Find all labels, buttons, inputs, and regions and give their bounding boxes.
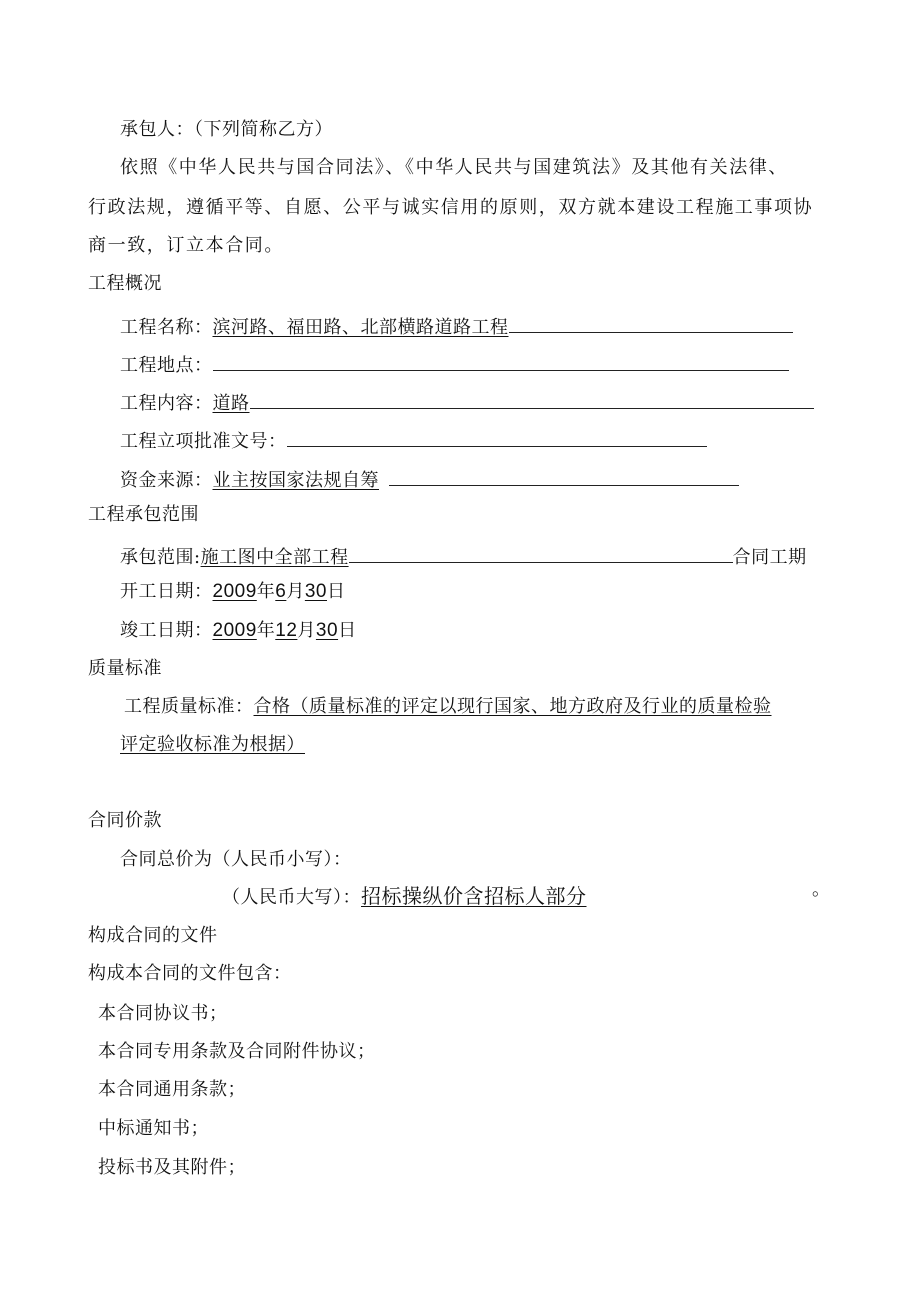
approval-label: 工程立项批准文号：: [120, 431, 287, 452]
price-end-mark: 。: [812, 879, 831, 900]
scope-blank: [349, 542, 733, 563]
funds-blank: [389, 465, 739, 486]
contractor-line: 承包人：（下列简称乙方）: [120, 119, 333, 140]
quality-label: 工程质量标准：: [124, 696, 254, 717]
document-item: 本合同专用条款及合同附件协议；: [98, 1041, 376, 1062]
project-name-blank: [509, 312, 793, 333]
start-month-unit: 月: [286, 581, 305, 602]
scope-value: 施工图中全部工程: [200, 547, 349, 568]
approval-row: [120, 426, 707, 454]
project-content-label: 工程内容：: [120, 393, 213, 414]
funds-value: 业主按国家法规自筹: [212, 470, 379, 491]
price-big-row: [222, 884, 587, 910]
end-date-row: [120, 619, 357, 643]
quality-heading: 质量标准: [88, 658, 162, 679]
start-date-row: [120, 580, 346, 604]
documents-heading: 构成合同的文件: [88, 925, 218, 946]
quality-row: [124, 695, 772, 719]
funds-row: [120, 465, 739, 493]
quality-row-2: [120, 733, 305, 757]
funds-label: 资金来源：: [120, 470, 213, 491]
price-big-label: （人民币大写）：: [222, 887, 361, 908]
document-item: 本合同通用条款；: [98, 1079, 246, 1100]
documents-intro: 构成本合同的文件包含：: [88, 963, 292, 984]
project-name-value: 滨河路、福田路、北部横路道路工程: [212, 317, 509, 338]
project-location-blank: [213, 350, 789, 371]
price-small-label: 合同总价为（人民币小写）：: [120, 849, 352, 870]
document-item: 本合同协议书；: [98, 1003, 228, 1024]
project-content-value: 道路: [212, 393, 250, 414]
start-day-unit: 日: [327, 581, 346, 602]
intro-line-3: 商一致，订立本合同。: [88, 235, 284, 256]
end-year: 2009: [212, 620, 257, 641]
price-heading: 合同价款: [88, 810, 162, 831]
end-day: 30: [315, 620, 339, 641]
document-item: 投标书及其附件；: [98, 1157, 246, 1178]
end-day-unit: 日: [338, 620, 357, 641]
project-content-blank: [250, 388, 814, 409]
scope-label: 承包范围:: [120, 547, 201, 568]
document-item: 中标通知书；: [98, 1118, 209, 1139]
project-location-label: 工程地点：: [120, 355, 213, 376]
quality-value-line-1: 合格（质量标准的评定以现行国家、地方政府及行业的质量检验: [253, 696, 772, 717]
start-date-label: 开工日期：: [120, 581, 213, 602]
intro-line-1: 依照《中华人民共与国合同法》、《中华人民共与国建筑法》及其他有关法律、: [120, 157, 788, 178]
intro-line-2: 行政法规，遵循平等、自愿、公平与诚实信用的原则，双方就本建设工程施工事项协: [88, 197, 814, 218]
project-name-row: [120, 312, 793, 340]
end-month-unit: 月: [297, 620, 316, 641]
scope-heading: 工程承包范围: [88, 504, 199, 525]
overview-heading: 工程概况: [88, 273, 162, 294]
approval-blank: [287, 426, 707, 447]
start-day: 30: [304, 581, 327, 602]
start-month: 6: [275, 581, 287, 602]
end-year-unit: 年: [256, 620, 276, 641]
start-year: 2009: [212, 581, 257, 602]
quality-value-line-2: 评定验收标准为根据）: [120, 734, 305, 755]
project-content-row: [120, 388, 814, 416]
project-name-label: 工程名称：: [120, 317, 213, 338]
price-big-value: 招标操纵价含招标人部分: [361, 884, 587, 908]
end-date-label: 竣工日期：: [120, 620, 213, 641]
period-label: 合同工期: [732, 547, 807, 568]
scope-row: [120, 542, 807, 570]
start-year-unit: 年: [256, 581, 276, 602]
project-location-row: [120, 350, 789, 378]
end-month: 12: [275, 620, 298, 641]
